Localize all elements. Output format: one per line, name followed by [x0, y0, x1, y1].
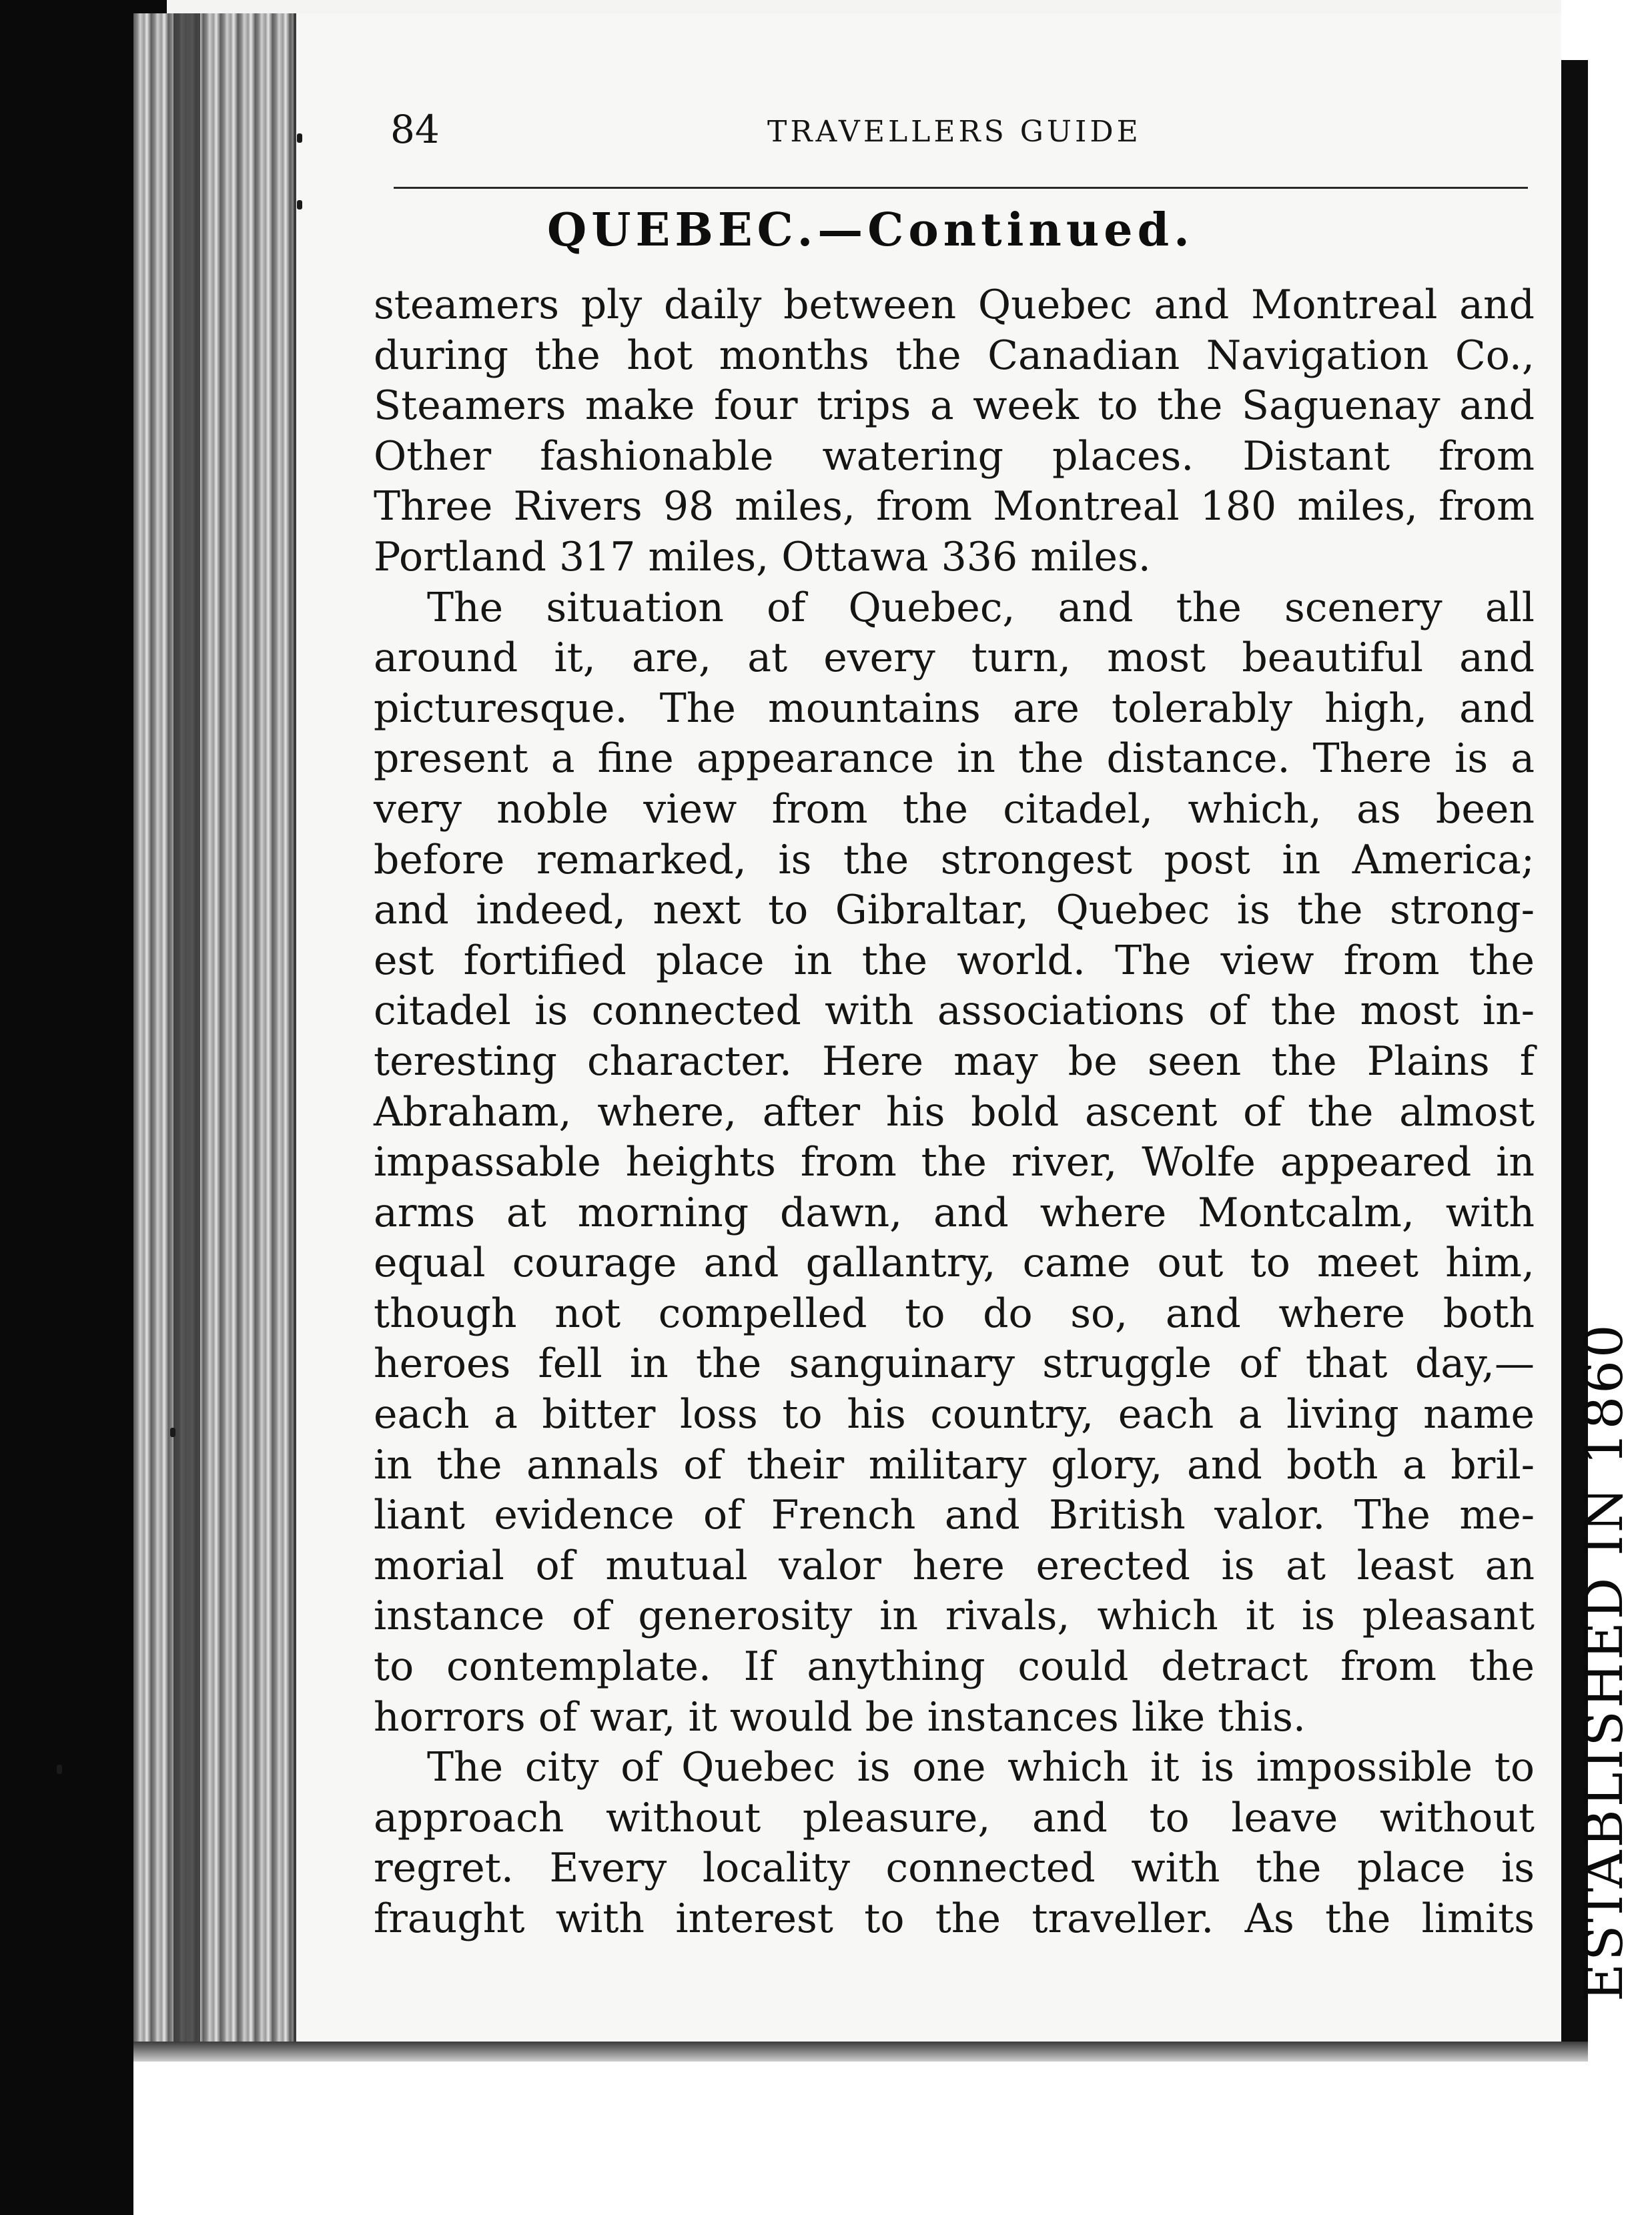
text-line: each a bitter loss to his country, each a living name	[374, 1391, 1535, 1438]
text-line: Portland 317 miles, Ottawa 336 miles.	[374, 533, 1151, 580]
text-line: around it, are, at every turn, most beautiful and	[374, 634, 1535, 682]
text-line: citadel is connected with associations of the most in-	[374, 987, 1535, 1035]
scan-speck	[297, 200, 302, 209]
text-line: approach without pleasure, and to leave without	[374, 1794, 1535, 1841]
text-line: regret. Every locality connected with the place is	[374, 1845, 1535, 1892]
text-line: Abraham, where, after his bold ascent of the almost	[374, 1088, 1535, 1136]
text-line: impassable heights from the river, Wolfe appeared in	[374, 1139, 1535, 1186]
running-head: TRAVELLERS GUIDE	[767, 115, 1142, 149]
text-line: picturesque. The mountains are tolerably high, and	[374, 685, 1535, 732]
text-line: to contemplate. If anything could detract from the	[374, 1643, 1535, 1691]
text-line: during the hot months the Canadian Navigation Co.,	[374, 332, 1535, 379]
scan-margin-bottom	[133, 2062, 1601, 2215]
header-rule	[394, 187, 1528, 189]
text-line: Steamers make four trips a week to the Saguenay and	[374, 382, 1535, 430]
text-line: very noble view from the citadel, which, as been	[374, 785, 1535, 833]
text-line: in the annals of their military glory, and both a bril-	[374, 1441, 1535, 1488]
body-text	[374, 280, 1535, 1945]
page-number: 84	[390, 107, 440, 152]
text-line: arms at morning dawn, and where Montcalm, with	[374, 1189, 1535, 1236]
text-line: Three Rivers 98 miles, from Montreal 180 miles, from	[374, 483, 1535, 530]
text-line: equal courage and gallantry, came out to meet him,	[374, 1240, 1535, 1287]
text-line: The city of Quebec is one which it is impossible to	[427, 1744, 1535, 1791]
text-line: morial of mutual valor here erected is at least an	[374, 1542, 1535, 1589]
scan-speck	[57, 1765, 62, 1774]
text-line: liant evidence of French and British valor. The me-	[374, 1492, 1535, 1539]
text-line: The situation of Quebec, and the scenery all	[427, 584, 1535, 631]
text-line: heroes fell in the sanguinary struggle of that day,—	[374, 1340, 1535, 1388]
text-line: horrors of war, it would be instances like this.	[374, 1693, 1306, 1741]
established-stamp: ESTABLISHED IN 1860	[1575, 1322, 1635, 2002]
section-title: QUEBEC.—Continued.	[547, 203, 1194, 257]
text-line: present a fine appearance in the distance. There is a	[374, 735, 1535, 783]
text-line: instance of generosity in rivals, which it is pleasant	[374, 1593, 1535, 1640]
text-line: before remarked, is the strongest post in America;	[374, 836, 1535, 883]
text-line: teresting character. Here may be seen the Plains f	[374, 1037, 1535, 1085]
text-line: est fortified place in the world. The view from the	[374, 937, 1535, 984]
text-line: steamers ply daily between Quebec and Montreal and	[374, 282, 1535, 328]
scan-speck	[170, 1428, 175, 1437]
text-line: and indeed, next to Gibraltar, Quebec is the strong-	[374, 887, 1535, 934]
text-line: though not compelled to do so, and where both	[374, 1290, 1535, 1337]
text-line: Other fashionable watering places. Distant from	[374, 432, 1535, 480]
text-line: fraught with interest to the traveller. As the limits	[374, 1895, 1535, 1942]
scan-speck	[297, 133, 302, 143]
